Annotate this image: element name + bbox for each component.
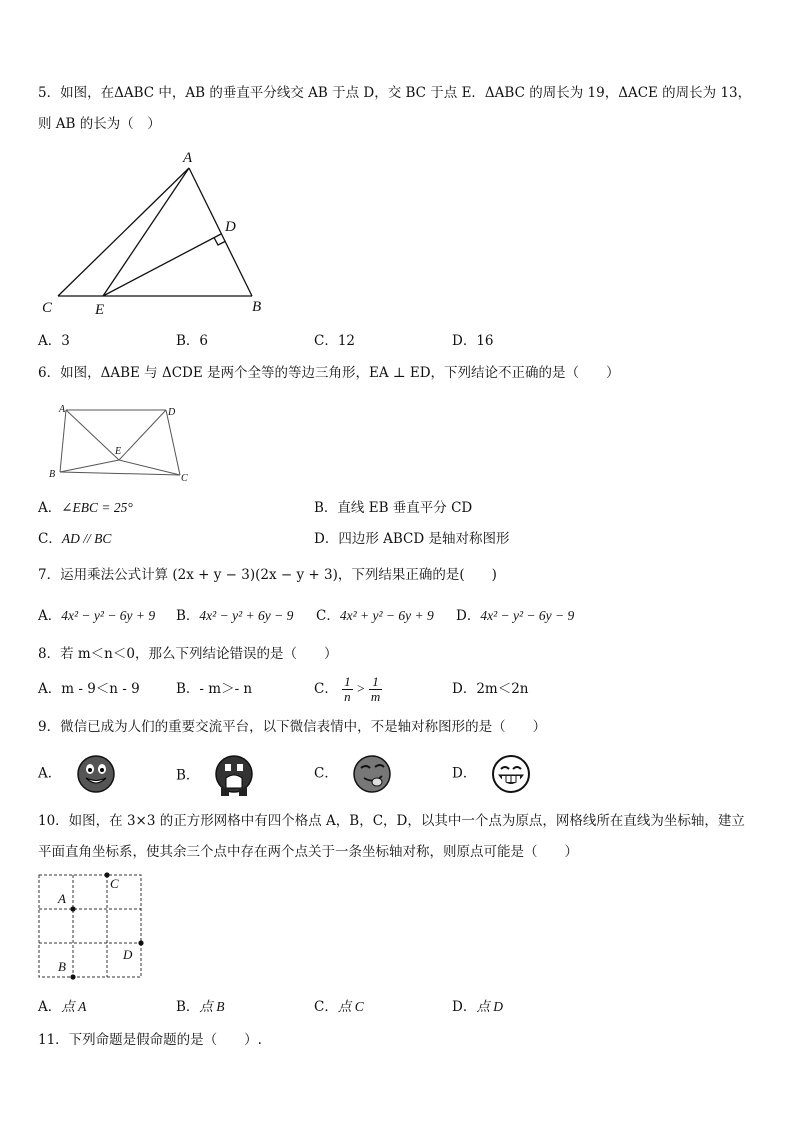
- q9-option-c[interactable]: C．: [314, 754, 392, 794]
- q5-stem-line2: 则 AB 的长为（ ）: [38, 116, 161, 132]
- q10-point-d: [138, 940, 143, 945]
- q7-option-d[interactable]: D．4x² − y² − 6y − 9: [456, 608, 575, 624]
- q8-stem: 8．若 m＜n＜0，那么下列结论错误的是（ ）: [38, 646, 338, 662]
- q11-stem: 11．下列命题是假命题的是（ ）.: [38, 1032, 262, 1048]
- q5-stem-line1: 5．如图，在ΔABC 中，AB 的垂直平分线交 AB 于点 D，交 BC 于点 E．ΔABC 的周长为 19，ΔACE 的周长为 13，: [38, 85, 752, 101]
- q10-point-a: [70, 906, 75, 911]
- q10-option-c[interactable]: C．点 C: [314, 999, 364, 1015]
- q8-fraction-1-over-m: $\frac{1}{m}$: [370, 674, 381, 704]
- q5-label-a: A: [183, 150, 193, 166]
- q8-option-d[interactable]: D．2m＜2n: [452, 681, 529, 697]
- q5-label-c: C: [42, 300, 53, 316]
- crying-face-icon: [214, 754, 254, 798]
- grinning-face-icon: [491, 754, 531, 794]
- q5-option-b[interactable]: B．6: [176, 333, 209, 349]
- q9-option-d[interactable]: D．: [452, 754, 531, 794]
- q10-label-a: A: [58, 891, 66, 906]
- q7-option-b[interactable]: B．4x² − y² + 6y − 9: [176, 608, 294, 624]
- q5-option-c[interactable]: C．12: [314, 333, 356, 349]
- q7-option-c[interactable]: C．4x² + y² − 6y + 9: [316, 608, 434, 624]
- q5-label-d: D: [225, 219, 236, 235]
- q8-option-a[interactable]: A．m - 9＜n - 9: [38, 681, 140, 697]
- q10-label-c: C: [110, 876, 119, 891]
- q10-stem-line1: 10．如图，在 3×3 的正方形网格中有四个格点 A，B，C，D，以其中一个点为原点，网格线所在直线为坐标轴，建立: [38, 813, 745, 829]
- q6-option-a[interactable]: A．∠EBC = 25°: [38, 500, 133, 516]
- q10-option-a[interactable]: A．点 A: [38, 999, 87, 1015]
- q6-label-a: A: [59, 404, 66, 415]
- q6-option-d[interactable]: D．四边形 ABCD 是轴对称图形: [314, 531, 510, 547]
- q5-option-d[interactable]: D．16: [452, 333, 494, 349]
- q10-point-c: [104, 872, 109, 877]
- q10-stem-line2: 平面直角坐标系，使其余三个点中存在两个点关于一条坐标轴对称，则原点可能是（ ）: [38, 844, 578, 860]
- q6-label-c: C: [181, 473, 188, 484]
- q10-label-b: B: [58, 959, 66, 974]
- q6-quadrilateral-figure: [44, 398, 204, 488]
- q9-option-b[interactable]: B．: [176, 754, 254, 798]
- q5-label-e: E: [95, 302, 105, 318]
- q10-grid-figure: [36, 872, 148, 982]
- q6-option-b[interactable]: B．直线 EB 垂直平分 CD: [314, 500, 473, 516]
- q9-option-a[interactable]: A．: [38, 754, 116, 794]
- q10-label-d: D: [123, 947, 133, 962]
- q10-option-d[interactable]: D．点 D: [452, 999, 503, 1015]
- q8-fraction-1-over-n: $\frac{1}{n}$: [344, 674, 351, 704]
- q6-label-e: E: [115, 446, 122, 457]
- q7-stem: 7．运用乘法公式计算 (2x + y − 3)(2x − y + 3)，下列结果正确的是( ): [38, 567, 497, 583]
- q6-stem: 6．如图，ΔABE 与 ΔCDE 是两个全等的等边三角形，EA ⊥ ED，下列结论不正确的是（ ）: [38, 365, 620, 381]
- q8-option-c[interactable]: C． $\frac{1}{n}$ > $\frac{1}{m}$: [314, 674, 381, 704]
- q6-label-d: D: [168, 407, 176, 418]
- smiley-face-icon: [76, 754, 116, 794]
- q6-option-c[interactable]: C．AD // BC: [38, 531, 112, 547]
- q5-triangle-figure: [38, 148, 278, 320]
- q5-label-b: B: [252, 299, 262, 315]
- q10-point-b: [70, 974, 75, 979]
- q7-option-a[interactable]: A．4x² − y² − 6y + 9: [38, 608, 156, 624]
- q6-label-b: B: [49, 469, 56, 480]
- q5-option-a[interactable]: A．3: [38, 333, 70, 349]
- tongue-face-icon: [352, 754, 392, 794]
- q9-stem: 9．微信已成为人们的重要交流平台，以下微信表情中，不是轴对称图形的是（ ）: [38, 719, 547, 735]
- q8-option-b[interactable]: B．- m＞- n: [176, 681, 253, 697]
- q10-option-b[interactable]: B．点 B: [176, 999, 225, 1015]
